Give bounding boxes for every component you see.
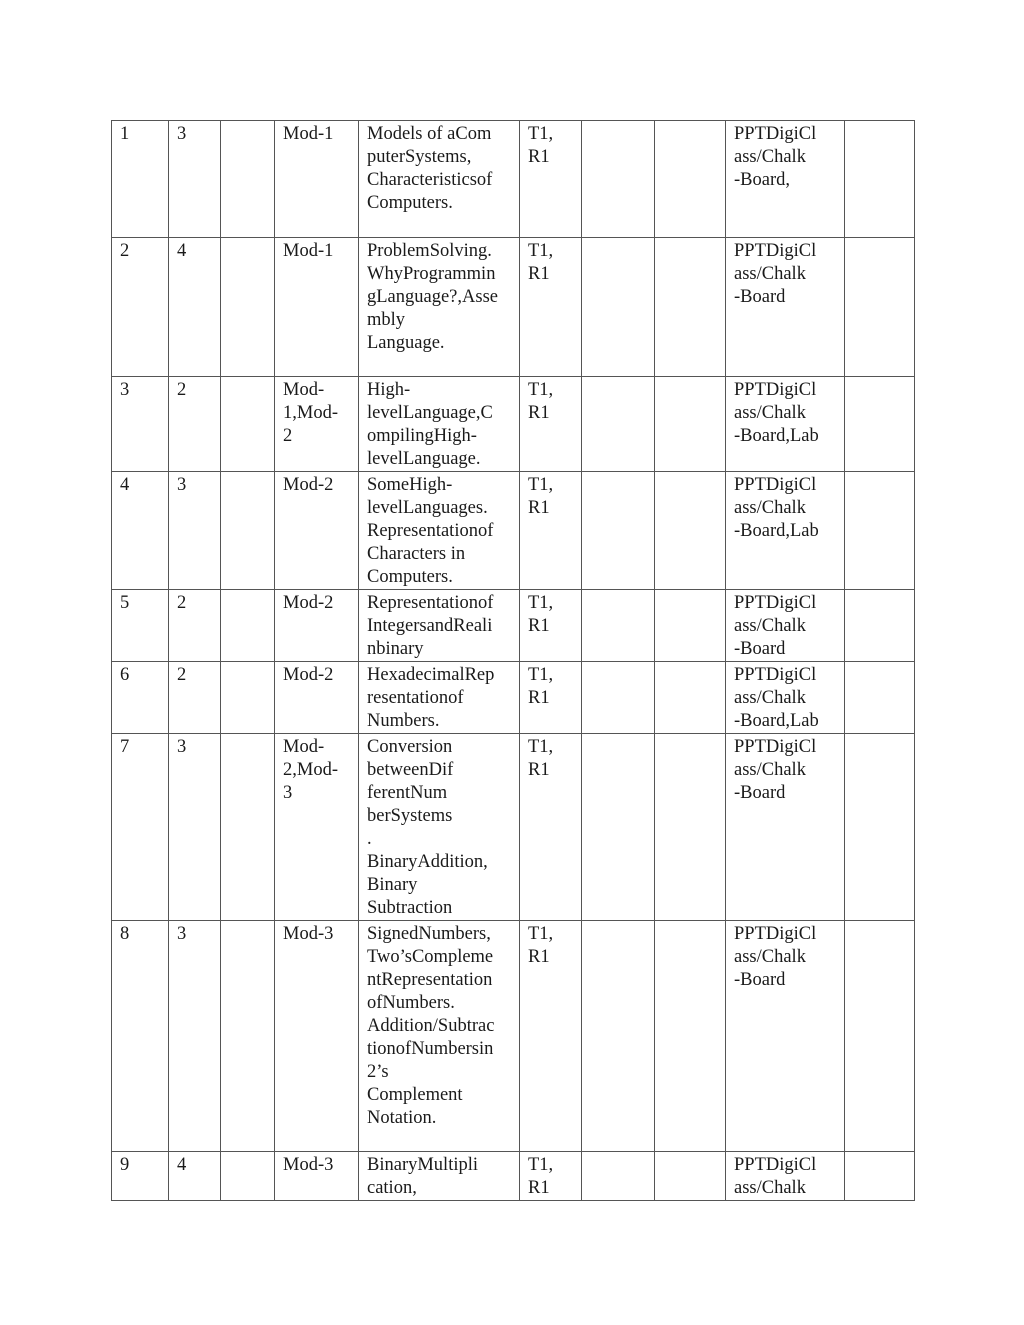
blank-cell	[582, 238, 655, 377]
blank-cell	[582, 472, 655, 590]
table-row	[112, 1152, 915, 1201]
topic-text: SignedNumbers, Two’sCompleme ntRepresentation ofNumbers. Addition/Subtrac tionofNumbersin 2’s Complement Notation.	[367, 924, 495, 1128]
blank-cell	[655, 1152, 726, 1201]
table-body	[112, 121, 915, 1201]
teaching-method-cell: PPTDigiCl ass/Chalk -Board	[726, 734, 845, 921]
topic-text: Models of aCom puterSystems, Characteristicsof Computers.	[367, 124, 493, 213]
module-cell: Mod- 2,Mod- 3	[275, 734, 359, 921]
blank-cell	[221, 921, 275, 1152]
topic-cell	[359, 121, 520, 238]
module-cell: Mod-3	[275, 1152, 359, 1201]
serial-number-cell: 5	[112, 590, 169, 662]
reference-cell: T1, R1	[520, 590, 582, 662]
blank-cell	[582, 1152, 655, 1201]
module-cell: Mod-2	[275, 662, 359, 734]
teaching-method-cell: PPTDigiCl ass/Chalk -Board	[726, 590, 845, 662]
reference-cell: T1, R1	[520, 377, 582, 472]
topic-cell	[359, 921, 520, 1152]
table-row	[112, 921, 915, 1152]
serial-number-cell: 9	[112, 1152, 169, 1201]
topic-cell: HexadecimalRep resentationof Numbers.	[359, 662, 520, 734]
table-row	[112, 377, 915, 472]
hours-cell: 3	[169, 121, 221, 238]
hours-cell: 3	[169, 472, 221, 590]
hours-cell: 3	[169, 921, 221, 1152]
blank-cell	[582, 377, 655, 472]
blank-cell	[655, 121, 726, 238]
blank-cell	[845, 921, 915, 1152]
teaching-method-cell: PPTDigiCl ass/Chalk	[726, 1152, 845, 1201]
teaching-method-cell: PPTDigiCl ass/Chalk -Board,Lab	[726, 472, 845, 590]
teaching-method-cell: PPTDigiCl ass/Chalk -Board	[726, 238, 845, 377]
topic-cell: Conversion betweenDif ferentNum berSystems . BinaryAddition, Binary Subtraction	[359, 734, 520, 921]
table-row	[112, 590, 915, 662]
serial-number-cell: 3	[112, 377, 169, 472]
blank-cell	[582, 590, 655, 662]
blank-cell	[221, 734, 275, 921]
hours-cell: 2	[169, 377, 221, 472]
blank-cell	[221, 590, 275, 662]
module-cell: Mod- 1,Mod- 2	[275, 377, 359, 472]
table-row	[112, 472, 915, 590]
blank-cell	[655, 238, 726, 377]
blank-cell	[582, 662, 655, 734]
reference-cell: T1, R1	[520, 921, 582, 1152]
serial-number-cell: 6	[112, 662, 169, 734]
blank-cell	[221, 238, 275, 377]
blank-cell	[655, 377, 726, 472]
reference-cell: T1, R1	[520, 1152, 582, 1201]
reference-cell: T1, R1	[520, 238, 582, 377]
blank-cell	[845, 472, 915, 590]
hours-cell: 4	[169, 1152, 221, 1201]
serial-number-cell: 4	[112, 472, 169, 590]
teaching-method-cell: PPTDigiCl ass/Chalk -Board	[726, 921, 845, 1152]
blank-cell	[845, 377, 915, 472]
reference-cell: T1, R1	[520, 472, 582, 590]
topic-cell: BinaryMultipli cation,	[359, 1152, 520, 1201]
blank-cell	[221, 662, 275, 734]
blank-cell	[845, 121, 915, 238]
hours-cell: 4	[169, 238, 221, 377]
serial-number-cell: 7	[112, 734, 169, 921]
topic-cell: High- levelLanguage,C ompilingHigh- levelLanguage.	[359, 377, 520, 472]
serial-number-cell: 1	[112, 121, 169, 238]
reference-cell: T1, R1	[520, 734, 582, 921]
hours-cell: 3	[169, 734, 221, 921]
blank-cell	[845, 238, 915, 377]
blank-cell	[845, 1152, 915, 1201]
reference-cell: T1, R1	[520, 662, 582, 734]
topic-cell: ProblemSolving. WhyProgrammin gLanguage?,Asse mbly Language.	[359, 238, 520, 377]
topic-cell	[359, 472, 520, 590]
serial-number-cell: 8	[112, 921, 169, 1152]
serial-number-cell: 2	[112, 238, 169, 377]
blank-cell	[221, 377, 275, 472]
module-cell: Mod-1	[275, 121, 359, 238]
blank-cell	[655, 662, 726, 734]
blank-cell	[845, 590, 915, 662]
topic-cell: Representationof IntegersandReali nbinary	[359, 590, 520, 662]
module-cell: Mod-1	[275, 238, 359, 377]
module-cell: Mod-2	[275, 590, 359, 662]
blank-cell	[655, 734, 726, 921]
topic-text: SomeHigh- levelLanguages. Representationof Characters in Computers.	[367, 475, 494, 587]
blank-cell	[582, 121, 655, 238]
blank-cell	[845, 734, 915, 921]
blank-cell	[655, 590, 726, 662]
teaching-method-cell: PPTDigiCl ass/Chalk -Board,Lab	[726, 662, 845, 734]
table-row	[112, 238, 915, 377]
reference-cell: T1, R1	[520, 121, 582, 238]
hours-cell: 2	[169, 590, 221, 662]
module-cell: Mod-3	[275, 921, 359, 1152]
table-row	[112, 121, 915, 238]
blank-cell	[221, 121, 275, 238]
blank-cell	[221, 1152, 275, 1201]
teaching-method-cell: PPTDigiCl ass/Chalk -Board,Lab	[726, 377, 845, 472]
blank-cell	[655, 921, 726, 1152]
blank-cell	[845, 662, 915, 734]
blank-cell	[582, 734, 655, 921]
module-cell: Mod-2	[275, 472, 359, 590]
teaching-method-cell: PPTDigiCl ass/Chalk -Board,	[726, 121, 845, 238]
table-row	[112, 734, 915, 921]
hours-cell: 2	[169, 662, 221, 734]
blank-cell	[582, 921, 655, 1152]
lesson-plan-table	[111, 120, 915, 1201]
blank-cell	[655, 472, 726, 590]
blank-cell	[221, 472, 275, 590]
table-row	[112, 662, 915, 734]
